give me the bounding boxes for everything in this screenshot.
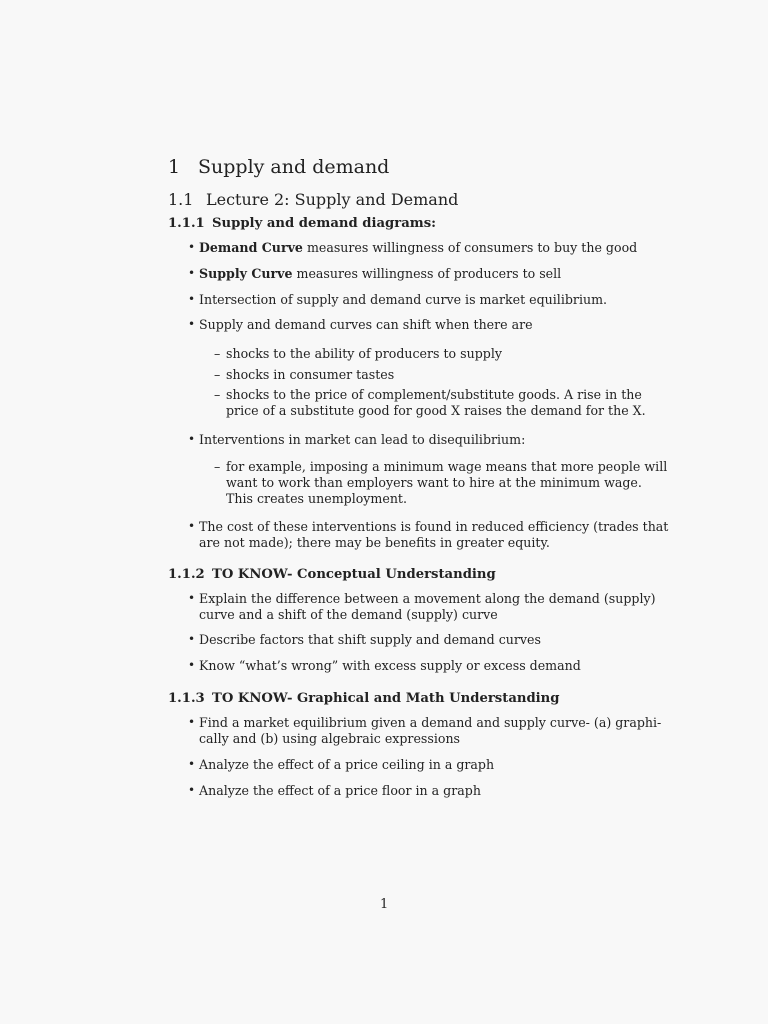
list-item-demand-curve xyxy=(199,240,637,256)
term-supply-curve: Supply Curve xyxy=(199,266,293,281)
bullet-icon: • xyxy=(188,432,196,446)
bullet-icon: • xyxy=(188,292,196,306)
dash-icon: – xyxy=(214,387,221,402)
list-item-cost-line2: are not made); there may be benefits in greater equity. xyxy=(199,535,550,550)
subsubsection-number: 1.1.1 xyxy=(168,216,205,231)
bullet-icon: • xyxy=(188,658,196,672)
list-item-explain-line1: Explain the difference between a movement along the demand (supply) xyxy=(199,591,656,606)
subsubsection-number: 1.1.2 xyxy=(168,567,205,582)
list-item-intersection: Intersection of supply and demand curve is market equilibrium. xyxy=(199,292,608,307)
list-item-ceiling: Analyze the effect of a price ceiling in a graph xyxy=(199,757,495,772)
list-item-shift-intro: Supply and demand curves can shift when there are xyxy=(199,317,533,332)
bullet-icon: • xyxy=(188,266,196,280)
list-item-describe: Describe factors that shift supply and demand curves xyxy=(199,632,541,647)
bullet-icon: • xyxy=(188,240,196,254)
bullet-icon: • xyxy=(188,632,196,646)
list-item-find-line1: Find a market equilibrium given a demand and supply curve- (a) graphi- xyxy=(199,715,662,730)
list-item-interventions: Interventions in market can lead to disequilibrium: xyxy=(199,432,526,447)
bullet-icon: • xyxy=(188,783,196,797)
bullet-icon: • xyxy=(188,715,196,729)
list-item-explain-line2: curve and a shift of the demand (supply) curve xyxy=(199,607,498,622)
subsection-title: Lecture 2: Supply and Demand xyxy=(206,190,459,209)
subsubsection-heading-graphical xyxy=(168,691,560,706)
bullet-icon: • xyxy=(188,519,196,533)
list-item-find-line2: cally and (b) using algebraic expressions xyxy=(199,731,461,746)
section-number: 1 xyxy=(168,156,181,178)
page-number: 1 xyxy=(380,897,389,912)
subsubsection-title: TO KNOW- Graphical and Math Understanding xyxy=(212,691,560,706)
list-item-cost-line1: The cost of these interventions is found in reduced efficiency (trades that xyxy=(199,519,669,534)
dash-icon: – xyxy=(214,459,221,474)
sub-item-producers: shocks to the ability of producers to supply xyxy=(226,346,502,361)
sub-item-complement-line2: price of a substitute good for good X raises the demand for the X. xyxy=(226,403,646,418)
list-item-floor: Analyze the effect of a price floor in a graph xyxy=(199,783,481,798)
sub-item-example-line3: This creates unemployment. xyxy=(226,491,407,506)
demand-definition: measures willingness of consumers to buy the good xyxy=(306,240,638,255)
section-heading xyxy=(168,156,389,178)
subsection-number: 1.1 xyxy=(168,190,194,209)
subsubsection-title: Supply and demand diagrams: xyxy=(212,216,437,231)
sub-item-complement-line1: shocks to the price of complement/substitute goods. A rise in the xyxy=(226,387,642,402)
bullet-icon: • xyxy=(188,757,196,771)
subsubsection-heading-diagrams xyxy=(168,216,436,231)
subsection-heading xyxy=(168,190,458,209)
sub-item-example-line2: want to work than employers want to hire at the minimum wage. xyxy=(226,475,642,490)
subsubsection-number: 1.1.3 xyxy=(168,691,205,706)
list-item-supply-curve xyxy=(199,266,561,282)
subsubsection-title: TO KNOW- Conceptual Understanding xyxy=(212,567,496,582)
bullet-icon: • xyxy=(188,317,196,331)
sub-item-example-line1: for example, imposing a minimum wage means that more people will xyxy=(226,459,668,474)
term-demand-curve: Demand Curve xyxy=(199,240,303,255)
sub-item-tastes: shocks in consumer tastes xyxy=(226,367,395,382)
section-title: Supply and demand xyxy=(198,156,390,178)
bullet-icon: • xyxy=(188,591,196,605)
list-item-know: Know “what’s wrong” with excess supply or excess demand xyxy=(199,658,581,673)
supply-definition: measures willingness of producers to sell xyxy=(296,266,562,281)
subsubsection-heading-conceptual xyxy=(168,567,496,582)
dash-icon: – xyxy=(214,346,221,361)
dash-icon: – xyxy=(214,367,221,382)
